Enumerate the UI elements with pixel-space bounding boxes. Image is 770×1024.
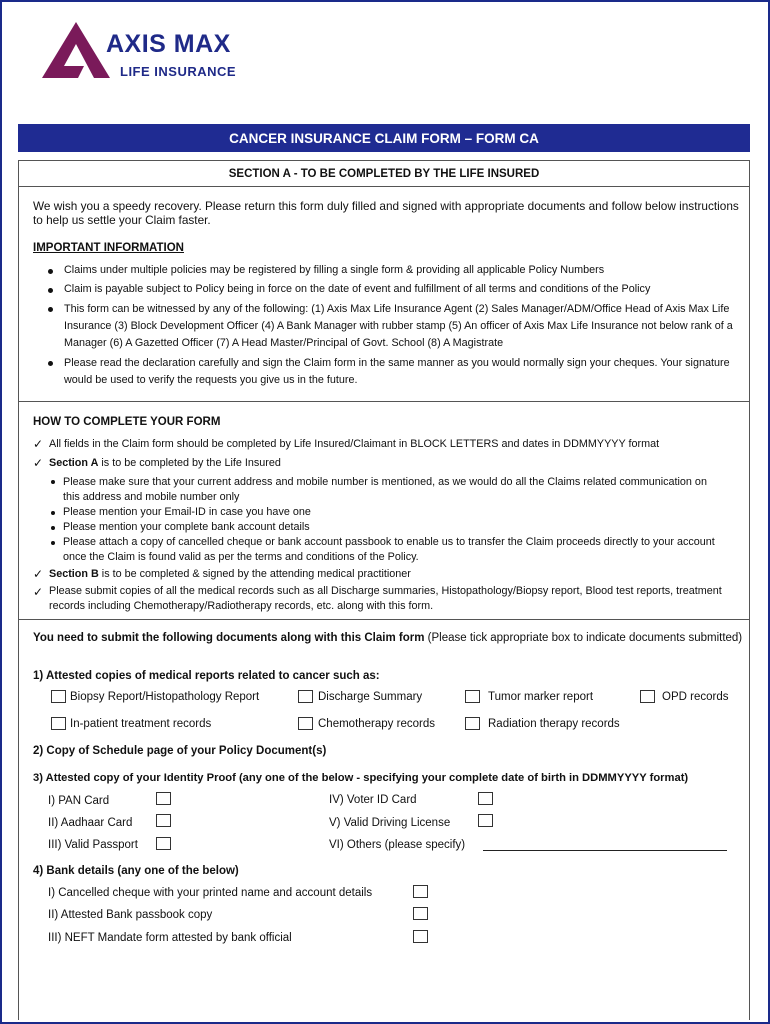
driving-license-checkbox[interactable] [478,814,493,827]
neft-mandate-checkbox[interactable] [413,930,428,943]
important-item: Please read the declaration carefully and sign the Claim form in the same manner as you would normally sign your cheques. Your signature would be used to verify the requests you give us in the future. [64,357,730,386]
option-label: In-patient treatment records [70,718,212,730]
tumor-marker-checkbox[interactable] [465,690,480,703]
important-heading: IMPORTANT INFORMATION [33,242,184,254]
option-label: OPD records [662,691,729,703]
bank-passbook-checkbox[interactable] [413,907,428,920]
radiation-records-checkbox[interactable] [465,717,480,730]
bullet-icon [51,541,55,545]
how-to-sub-item: Please attach a copy of cancelled cheque or bank account passbook to enable us to transfer the Claim proceeds directly to your account once the Claim is found valid as per the terms and conditions of the Policy. [63,536,715,563]
checkmark-icon: ✓ [33,456,44,470]
inpatient-records-checkbox[interactable] [51,717,66,730]
how-to-item: Please submit copies of all the medical records such as all Discharge summaries, Histopathology/Biopsy report, Blood test reports, treatment records including Chemotherapy/Radiotherapy records, etc. along with this form. [49,585,722,612]
voter-id-checkbox[interactable] [478,792,493,805]
option-label: II) Attested Bank passbook copy [48,909,213,921]
question-3: 3) Attested copy of your Identity Proof (any one of the below - specifying your complete date of birth in DDMMYYYY format) [33,772,689,784]
question-1: 1) Attested copies of medical reports related to cancer such as: [33,670,380,682]
checkmark-icon: ✓ [33,585,44,599]
option-label: VI) Others (please specify) [329,839,466,851]
section-b-label: Section B [49,568,99,580]
divider [19,619,749,620]
bullet-icon [51,526,55,530]
option-label: Radiation therapy records [488,718,620,730]
checkmark-icon: ✓ [33,567,44,581]
option-label: III) Valid Passport [48,839,138,851]
divider [19,401,749,402]
important-item: Claims under multiple policies may be registered by filling a single form & providing all applicable Policy Numbers [64,264,605,276]
option-label: V) Valid Driving License [329,817,451,829]
biopsy-report-checkbox[interactable] [51,690,66,703]
option-label: Chemotherapy records [318,718,435,730]
form-body [18,160,750,1020]
discharge-summary-checkbox[interactable] [298,690,313,703]
option-label: I) Cancelled cheque with your printed name and account details [48,887,373,899]
important-item: This form can be witnessed by any of the following: (1) Axis Max Life Insurance Agent (2) Sales Manager/ADM/Office Head of Axis Max Life Insurance (3) Block Development Officer (4) A Bank Manager with rubber stamp (5) An officer of Axis Max Life Insurance not below rank of a Manager (6) A Gazetted Officer (7) A Head Master/Principal of Govt. School (8) A Magistrate [64,303,733,349]
logo-brand-name: AXIS MAX [106,30,231,58]
how-to-item [49,567,411,582]
pan-card-checkbox[interactable] [156,792,171,805]
question-2: 2) Copy of Schedule page of your Policy Document(s) [33,745,327,757]
option-label: Tumor marker report [488,691,594,703]
option-label: Discharge Summary [318,691,423,703]
question-4: 4) Bank details (any one of the below) [33,865,239,877]
bullet-icon [51,480,55,484]
checkmark-icon: ✓ [33,437,44,451]
bullet-icon [48,269,53,274]
bullet-icon [48,307,53,312]
passport-checkbox[interactable] [156,837,171,850]
how-to-heading: HOW TO COMPLETE YOUR FORM [33,416,221,428]
documents-intro-bold: You need to submit the following documents along with this Claim form [33,632,425,644]
axis-max-logo [40,20,280,82]
documents-intro-rest: (Please tick appropriate box to indicate documents submitted) [424,632,743,644]
how-to-item: All fields in the Claim form should be completed by Life Insured/Claimant in BLOCK LETTERS and dates in DDMMYYYY format [49,438,660,450]
aadhaar-card-checkbox[interactable] [156,814,171,827]
how-to-sub-item: Please mention your Email-ID in case you have one [63,506,311,518]
bullet-icon [48,361,53,366]
option-label: II) Aadhaar Card [48,817,133,829]
others-specify-field[interactable] [483,850,727,851]
documents-intro [33,631,743,646]
logo-tagline: LIFE INSURANCE [120,64,237,79]
cancelled-cheque-checkbox[interactable] [413,885,428,898]
option-label: III) NEFT Mandate form attested by bank official [48,932,292,944]
option-label: I) PAN Card [48,795,110,807]
section-b-rest: is to be completed & signed by the attending medical practitioner [98,568,411,580]
option-label: Biopsy Report/Histopathology Report [70,691,260,703]
option-label: IV) Voter ID Card [329,794,417,806]
section-a-rest: is to be completed by the Life Insured [98,457,281,469]
important-item: Claim is payable subject to Policy being in force on the date of event and fulfillment of all terms and conditions of the Policy [64,283,651,295]
how-to-item [49,456,281,471]
bullet-icon [48,288,53,293]
section-a-label: Section A [49,457,99,469]
form-title: CANCER INSURANCE CLAIM FORM – FORM CA [18,124,750,152]
opd-records-checkbox[interactable] [640,690,655,703]
how-to-sub-item: Please mention your complete bank account details [63,521,310,533]
intro-text: We wish you a speedy recovery. Please return this form duly filled and signed with appropriate documents and follow below instructions to help us settle your Claim faster. [33,199,739,227]
how-to-sub-item: Please make sure that your current address and mobile number is mentioned, as we would do all the Claims related communication on this address and mobile number only [63,476,707,503]
bullet-icon [51,511,55,515]
chemotherapy-records-checkbox[interactable] [298,717,313,730]
section-a-header: SECTION A - TO BE COMPLETED BY THE LIFE INSURED [19,161,749,187]
